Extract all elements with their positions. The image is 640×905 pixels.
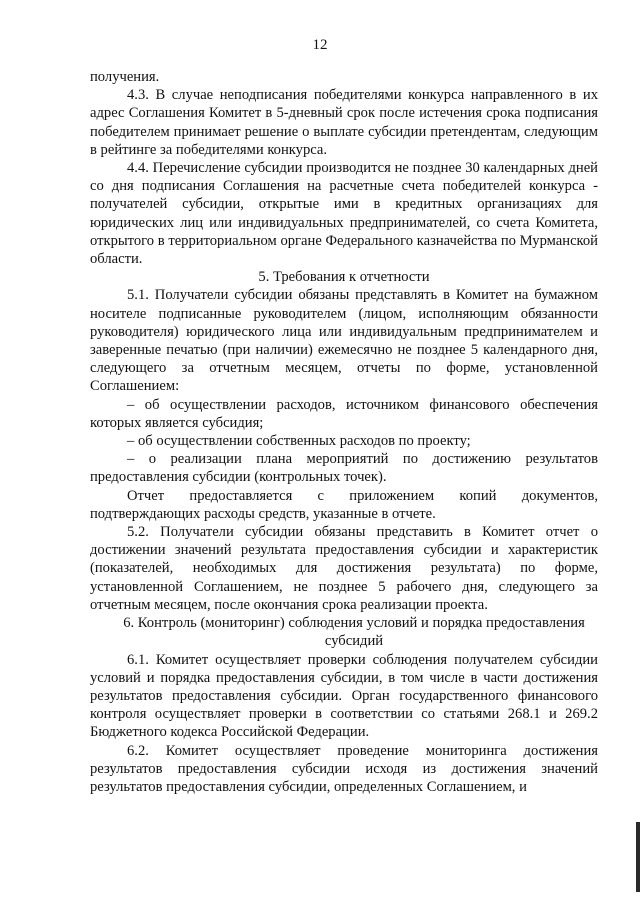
document-body [90,68,598,796]
paragraph: 4.4. Перечисление субсидии производится не позднее 30 календарных дней со дня подписания Соглашения на расчетные счета победителей конкурса - получателей субсидии, открытые ими в кредитных организациях для юридических лиц или индивидуальных предпринимателей, со счета Комитета, открытого в территориальном органе Федерального казначейства по Мурманской области. [90,160,598,268]
section-6-body [90,651,598,797]
paragraph: Отчет предоставляется с приложением копий документов, подтверждающих расходы средств, указанные в отчете. [90,487,598,522]
paragraph: 6.2. Комитет осуществляет проведение мониторинга достижения результатов предоставления субсидии исходя из достижения значений результатов предоставления субсидии, определенных Соглашением, и [90,742,598,795]
section-6-heading: 6. Контроль (мониторинг) соблюдения условий и порядка предоставления субсидий [123,615,585,650]
page-number: 12 [312,37,328,53]
section-5-body [90,286,598,614]
section-4-continuation [90,68,598,268]
paragraph: 5.1. Получатели субсидии обязаны представлять в Комитет на бумажном носителе подписанные руководителем (лицом, исполняющим обязанности руководителя) юридического лица или индивидуальным предпринимателем и заверенные печатью (при наличии) ежемесячно не позднее 5 календарного дня, следующего за отчетным месяцем, отчеты по форме, установленной Соглашением: [90,287,598,395]
paragraph: получения. [90,69,160,85]
section-5-heading: 5. Требования к отчетности [258,269,430,286]
paragraph: 4.3. В случае неподписания победителями конкурса направленного в их адрес Соглашения Комитет в 5-дневный срок после истечения срока подписания победителем принимает решение о выплате субсидии претендентам, следующим в рейтинге за победителями конкурса. [90,87,598,158]
paragraph: 5.2. Получатели субсидии обязаны представить в Комитет отчет о достижении значений результата предоставления субсидии и характеристик (показателей, необходимых для достижения результата) по форме, установленной Соглашением, не позднее 5 рабочего дня, следующего за отчетным месяцем, после окончания срока реализации проекта. [90,524,598,613]
paragraph: – о реализации плана мероприятий по достижению результатов предоставления субсидии (контрольных точек). [90,451,598,486]
paragraph: – об осуществлении собственных расходов по проекту; [127,433,471,450]
scan-edge-mark [636,822,640,892]
paragraph: – об осуществлении расходов, источником финансового обеспечения которых является субсидия; [90,396,598,431]
paragraph: 6.1. Комитет осуществляет проверки соблюдения получателем субсидии условий и порядка предоставления субсидии, в том числе в части достижения результатов предоставления субсидии. Орган государственного финансового контроля осуществляет проверки в соответствии со статьями 268.1 и 269.2 Бюджетного кодекса Российской Федерации. [90,651,598,741]
